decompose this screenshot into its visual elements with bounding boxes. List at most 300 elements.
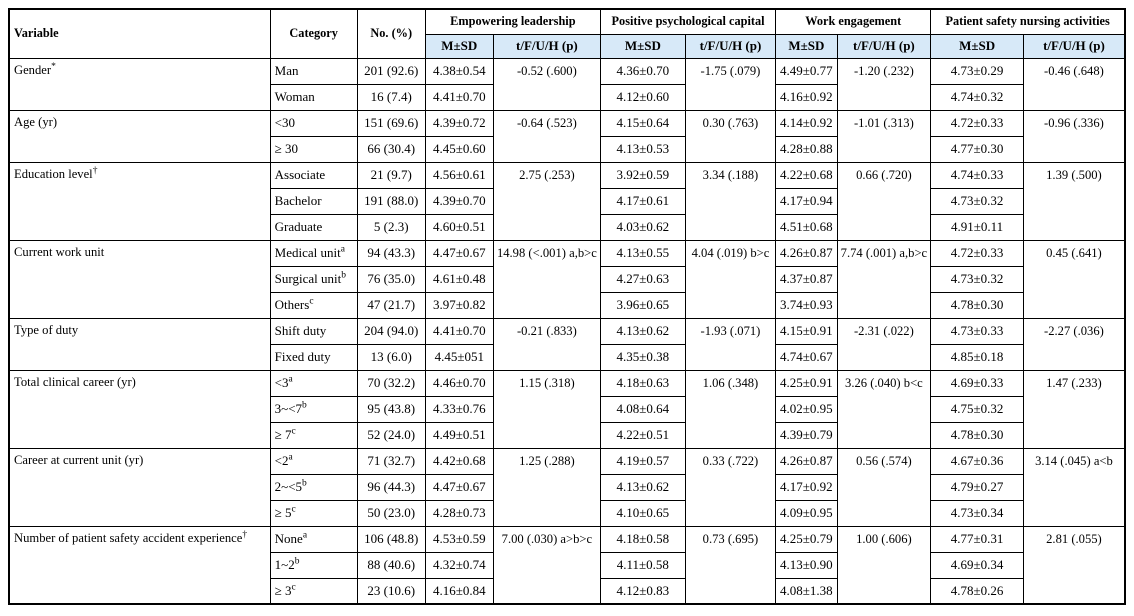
superscript-marker: c <box>309 296 314 307</box>
variable-cell-text: Total clinical career (yr) <box>14 374 136 389</box>
stat-cell <box>837 240 931 318</box>
stat-cell-text: -0.21 (.833) <box>516 323 577 338</box>
count-cell <box>357 344 425 370</box>
category-cell-text: Medical unit <box>274 245 341 260</box>
stat-cell <box>1023 526 1125 604</box>
count-cell <box>357 318 425 344</box>
mean-sd-cell-text: 4.56±0.61 <box>432 167 486 182</box>
mean-sd-cell-text: 4.69±0.34 <box>950 557 1004 572</box>
stat-cell <box>1023 162 1125 240</box>
mean-sd-cell <box>776 578 837 604</box>
count-cell-text: 21 (9.7) <box>370 167 412 182</box>
mean-sd-cell <box>931 58 1024 84</box>
mean-sd-cell <box>776 266 837 292</box>
mean-sd-cell <box>776 344 837 370</box>
stat-cell <box>1023 58 1125 110</box>
mean-sd-cell-text: 4.26±0.87 <box>780 245 833 260</box>
count-cell <box>357 422 425 448</box>
mean-sd-cell-text: 4.74±0.67 <box>780 349 833 364</box>
stat-cell <box>837 162 931 240</box>
mean-sd-cell-text: 4.13±0.90 <box>780 557 833 572</box>
mean-sd-cell-text: 4.61±0.48 <box>432 271 486 286</box>
superscript-marker: b <box>294 556 300 567</box>
mean-sd-cell <box>600 318 685 344</box>
mean-sd-cell-text: 4.85±0.18 <box>950 349 1004 364</box>
mean-sd-cell-text: 4.17±0.92 <box>780 479 833 494</box>
stat-cell <box>1023 110 1125 162</box>
mean-sd-cell <box>425 526 493 552</box>
group-header-work-engagement: Work engagement <box>776 9 931 34</box>
stat-cell-text: 0.56 (.574) <box>856 453 912 468</box>
mean-sd-cell-text: 4.19±0.57 <box>616 453 670 468</box>
mean-sd-cell <box>425 214 493 240</box>
mean-sd-cell-text: 3.74±0.93 <box>780 297 833 312</box>
variable-cell <box>9 526 270 604</box>
mean-sd-cell-text: 4.49±0.51 <box>432 427 486 442</box>
stat-cell <box>493 240 600 318</box>
superscript-marker: a <box>302 530 308 541</box>
mean-sd-cell-text: 4.51±0.68 <box>780 219 833 234</box>
mean-sd-cell <box>931 318 1024 344</box>
mean-sd-cell-text: 4.35±0.38 <box>616 349 670 364</box>
mean-sd-cell <box>776 188 837 214</box>
mean-sd-cell <box>425 188 493 214</box>
header-group-row <box>9 9 1125 34</box>
mean-sd-cell-text: 4.03±0.62 <box>616 219 670 234</box>
stat-cell-text: -0.64 (.523) <box>516 115 577 130</box>
statistics-table <box>8 8 1126 605</box>
mean-sd-cell <box>600 214 685 240</box>
stat-cell <box>493 448 600 526</box>
mean-sd-cell-text: 4.67±0.36 <box>950 453 1004 468</box>
mean-sd-cell-text: 4.28±0.73 <box>432 505 486 520</box>
category-cell-text: None <box>274 531 303 546</box>
stat-cell <box>493 318 600 370</box>
col-header-variable: Variable <box>9 9 270 58</box>
stat-cell-text: -1.20 (.232) <box>853 63 914 78</box>
mean-sd-cell <box>600 552 685 578</box>
category-cell-text: <3 <box>274 375 289 390</box>
mean-sd-cell-text: 4.77±0.30 <box>950 141 1004 156</box>
mean-sd-cell-text: 4.12±0.60 <box>616 89 670 104</box>
count-cell-text: 16 (7.4) <box>370 89 412 104</box>
stat-cell-text: 2.81 (.055) <box>1046 531 1102 546</box>
stat-cell <box>493 162 600 240</box>
count-cell-text: 191 (88.0) <box>364 193 419 208</box>
mean-sd-cell <box>600 240 685 266</box>
category-cell-text: ≥ 3 <box>274 582 292 598</box>
category-cell-text: 1~2 <box>274 557 295 572</box>
mean-sd-cell <box>776 422 837 448</box>
mean-sd-cell <box>600 136 685 162</box>
category-cell <box>270 578 357 604</box>
category-cell-text: Bachelor <box>274 193 322 208</box>
sub-header-msd: M±SD <box>776 34 837 58</box>
variable-cell <box>9 162 270 240</box>
category-cell-text: ≥ 30 <box>274 141 299 156</box>
mean-sd-cell <box>931 474 1024 500</box>
mean-sd-cell <box>600 84 685 110</box>
category-cell <box>270 474 357 500</box>
stat-cell-text: 0.66 (.720) <box>856 167 912 182</box>
col-header-n: No. (%) <box>357 9 425 58</box>
mean-sd-cell <box>425 58 493 84</box>
mean-sd-cell <box>776 240 837 266</box>
stat-cell <box>493 370 600 448</box>
mean-sd-cell-text: 4.13±0.62 <box>616 479 670 494</box>
mean-sd-cell <box>931 188 1024 214</box>
stat-cell-text: -0.46 (.648) <box>1044 63 1104 78</box>
mean-sd-cell <box>931 552 1024 578</box>
stat-cell-text: 1.15 (.318) <box>519 375 575 390</box>
variable-cell-text: Gender <box>14 62 52 77</box>
mean-sd-cell-text: 4.26±0.87 <box>780 453 833 468</box>
mean-sd-cell <box>425 370 493 396</box>
sub-header-stat: t/F/U/H (p) <box>493 34 600 58</box>
category-cell <box>270 396 357 422</box>
mean-sd-cell <box>600 396 685 422</box>
variable-cell <box>9 318 270 370</box>
stat-cell-text: -1.01 (.313) <box>853 115 914 130</box>
mean-sd-cell <box>931 526 1024 552</box>
count-cell <box>357 396 425 422</box>
category-cell <box>270 448 357 474</box>
mean-sd-cell-text: 4.75±0.32 <box>950 401 1004 416</box>
mean-sd-cell <box>425 136 493 162</box>
category-cell <box>270 188 357 214</box>
mean-sd-cell <box>776 110 837 136</box>
mean-sd-cell <box>600 292 685 318</box>
mean-sd-cell <box>600 500 685 526</box>
mean-sd-cell-text: 4.47±0.67 <box>432 479 486 494</box>
mean-sd-cell-text: 4.14±0.92 <box>780 115 833 130</box>
stat-cell <box>1023 240 1125 318</box>
category-cell-text: Woman <box>274 89 315 104</box>
stat-cell <box>493 58 600 110</box>
mean-sd-cell-text: 4.73±0.32 <box>950 271 1004 286</box>
mean-sd-cell-text: 4.02±0.95 <box>780 401 833 416</box>
mean-sd-cell <box>425 162 493 188</box>
sub-header-stat: t/F/U/H (p) <box>685 34 775 58</box>
mean-sd-cell <box>776 552 837 578</box>
mean-sd-cell-text: 4.39±0.70 <box>432 193 486 208</box>
superscript-marker: * <box>51 61 56 72</box>
stat-cell-text: 14.98 (<.001) a,b>c <box>496 245 597 260</box>
stat-cell <box>1023 318 1125 370</box>
superscript-marker: c <box>291 504 296 515</box>
variable-cell <box>9 110 270 162</box>
mean-sd-cell <box>776 396 837 422</box>
group-header-positive-psychological-capital: Positive psychological capital <box>600 9 775 34</box>
mean-sd-cell-text: 4.25±0.91 <box>780 375 833 390</box>
category-cell-text: Surgical unit <box>274 271 342 286</box>
count-cell-text: 151 (69.6) <box>364 115 419 130</box>
mean-sd-cell <box>425 266 493 292</box>
count-cell <box>357 110 425 136</box>
table-row <box>9 526 1125 552</box>
mean-sd-cell <box>931 578 1024 604</box>
category-cell <box>270 370 357 396</box>
count-cell <box>357 578 425 604</box>
stat-cell-text: 1.06 (.348) <box>702 375 759 390</box>
table-row <box>9 162 1125 188</box>
mean-sd-cell <box>425 500 493 526</box>
mean-sd-cell-text: 4.78±0.30 <box>950 297 1004 312</box>
count-cell-text: 23 (10.6) <box>367 582 416 598</box>
mean-sd-cell-text: 4.10±0.65 <box>616 505 670 520</box>
mean-sd-cell-text: 4.18±0.58 <box>616 531 670 546</box>
mean-sd-cell <box>931 422 1024 448</box>
stat-cell-text: 7.74 (.001) a,b>c <box>840 245 928 260</box>
mean-sd-cell-text: 4.72±0.33 <box>950 115 1004 130</box>
stat-cell-text: -2.27 (.036) <box>1044 323 1104 338</box>
stat-cell-text: -1.75 (.079) <box>700 63 761 78</box>
stat-cell-text: 0.45 (.641) <box>1046 245 1102 260</box>
stat-cell <box>1023 370 1125 448</box>
category-cell-text: <2 <box>274 453 289 468</box>
mean-sd-cell <box>600 162 685 188</box>
mean-sd-cell <box>425 318 493 344</box>
category-cell <box>270 526 357 552</box>
count-cell-text: 96 (44.3) <box>367 479 416 494</box>
mean-sd-cell <box>776 448 837 474</box>
mean-sd-cell-text: 4.27±0.63 <box>616 271 670 286</box>
stat-cell-text: 0.73 (.695) <box>702 531 759 546</box>
table-row <box>9 58 1125 84</box>
count-cell-text: 204 (94.0) <box>364 323 419 338</box>
mean-sd-cell-text: 4.36±0.70 <box>616 63 670 78</box>
mean-sd-cell-text: 4.49±0.77 <box>780 63 833 78</box>
stat-cell <box>837 370 931 448</box>
count-cell <box>357 448 425 474</box>
sub-header-msd: M±SD <box>931 34 1024 58</box>
stat-cell <box>837 318 931 370</box>
mean-sd-cell <box>600 370 685 396</box>
count-cell-text: 106 (48.8) <box>364 531 419 546</box>
count-cell <box>357 500 425 526</box>
variable-cell-text: Type of duty <box>14 322 79 337</box>
superscript-marker: a <box>288 452 293 463</box>
mean-sd-cell-text: 4.08±1.38 <box>780 582 833 598</box>
stat-cell <box>685 526 775 604</box>
mean-sd-cell <box>600 448 685 474</box>
category-cell <box>270 214 357 240</box>
count-cell-text: 13 (6.0) <box>370 349 412 364</box>
count-cell-text: 50 (23.0) <box>367 505 416 520</box>
stat-cell-text: 7.00 (.030) a>b>c <box>501 531 593 546</box>
mean-sd-cell-text: 4.79±0.27 <box>950 479 1004 494</box>
category-cell-text: ≥ 5 <box>274 505 292 520</box>
mean-sd-cell <box>425 422 493 448</box>
count-cell <box>357 266 425 292</box>
stat-cell-text: 0.33 (.722) <box>702 453 759 468</box>
stat-cell <box>837 526 931 604</box>
category-cell-text: 3~<7 <box>274 401 303 416</box>
superscript-marker: † <box>242 529 248 540</box>
category-cell <box>270 500 357 526</box>
mean-sd-cell <box>425 396 493 422</box>
count-cell-text: 66 (30.4) <box>367 141 416 156</box>
mean-sd-cell <box>776 526 837 552</box>
mean-sd-cell-text: 4.73±0.34 <box>950 505 1004 520</box>
mean-sd-cell-text: 4.69±0.33 <box>950 375 1004 390</box>
stat-cell-text: -2.31 (.022) <box>853 323 914 338</box>
mean-sd-cell-text: 4.60±0.51 <box>432 219 486 234</box>
count-cell-text: 5 (2.3) <box>373 219 409 234</box>
mean-sd-cell <box>425 84 493 110</box>
count-cell <box>357 214 425 240</box>
stat-cell <box>685 58 775 110</box>
count-cell-text: 70 (32.2) <box>367 375 416 390</box>
count-cell <box>357 526 425 552</box>
mean-sd-cell-text: 4.42±0.68 <box>432 453 486 468</box>
mean-sd-cell-text: 4.73±0.32 <box>950 193 1004 208</box>
mean-sd-cell <box>600 266 685 292</box>
mean-sd-cell-text: 4.74±0.32 <box>950 89 1004 104</box>
count-cell <box>357 370 425 396</box>
mean-sd-cell <box>776 474 837 500</box>
count-cell <box>357 292 425 318</box>
stat-cell-text: 3.34 (.188) <box>702 167 759 182</box>
variable-cell-text: Age (yr) <box>14 114 58 129</box>
mean-sd-cell-text: 4.78±0.30 <box>950 427 1004 442</box>
variable-cell <box>9 240 270 318</box>
mean-sd-cell <box>931 240 1024 266</box>
mean-sd-cell <box>776 162 837 188</box>
mean-sd-cell-text: 3.97±0.82 <box>432 297 486 312</box>
stat-cell <box>837 110 931 162</box>
mean-sd-cell-text: 4.16±0.92 <box>780 89 833 104</box>
stat-cell <box>493 526 600 604</box>
col-header-category: Category <box>270 9 357 58</box>
mean-sd-cell-text: 4.73±0.29 <box>950 63 1004 78</box>
count-cell-text: 76 (35.0) <box>367 271 416 286</box>
category-cell <box>270 240 357 266</box>
stat-cell <box>1023 448 1125 526</box>
category-cell <box>270 344 357 370</box>
stat-cell-text: 3.26 (.040) b<c <box>845 375 923 390</box>
table-row <box>9 240 1125 266</box>
count-cell-text: 71 (32.7) <box>367 453 416 468</box>
category-cell <box>270 266 357 292</box>
mean-sd-cell-text: 4.39±0.79 <box>780 427 833 442</box>
mean-sd-cell <box>931 136 1024 162</box>
mean-sd-cell-text: 4.78±0.26 <box>950 582 1004 598</box>
mean-sd-cell <box>776 318 837 344</box>
mean-sd-cell-text: 4.41±0.70 <box>432 323 486 338</box>
mean-sd-cell <box>776 58 837 84</box>
mean-sd-cell-text: 4.25±0.79 <box>780 531 833 546</box>
variable-cell-text: Education level <box>14 166 93 181</box>
superscript-marker: b <box>341 270 346 281</box>
mean-sd-cell-text: 4.74±0.33 <box>950 167 1004 182</box>
count-cell <box>357 136 425 162</box>
stat-cell <box>685 240 775 318</box>
mean-sd-cell-text: 4.91±0.11 <box>951 219 1004 234</box>
stat-cell-text: -0.52 (.600) <box>516 63 577 78</box>
mean-sd-cell-text: 4.09±0.95 <box>780 505 833 520</box>
stat-cell-text: -1.93 (.071) <box>700 323 761 338</box>
mean-sd-cell <box>931 292 1024 318</box>
mean-sd-cell <box>425 552 493 578</box>
category-cell <box>270 136 357 162</box>
table-header <box>9 9 1125 58</box>
variable-cell <box>9 370 270 448</box>
mean-sd-cell <box>776 136 837 162</box>
category-cell-text: ≥ 7 <box>274 427 292 442</box>
mean-sd-cell-text: 4.16±0.84 <box>432 582 486 598</box>
category-cell-text: Others <box>274 297 310 312</box>
mean-sd-cell <box>776 292 837 318</box>
mean-sd-cell <box>776 84 837 110</box>
stat-cell <box>685 448 775 526</box>
mean-sd-cell <box>425 578 493 604</box>
count-cell <box>357 84 425 110</box>
mean-sd-cell-text: 4.22±0.68 <box>780 167 833 182</box>
superscript-marker: b <box>302 400 307 411</box>
mean-sd-cell <box>931 162 1024 188</box>
mean-sd-cell-text: 4.53±0.59 <box>432 531 486 546</box>
superscript-marker: a <box>340 244 345 255</box>
mean-sd-cell-text: 4.77±0.31 <box>950 531 1004 546</box>
mean-sd-cell <box>425 240 493 266</box>
variable-cell-text: Current work unit <box>14 244 105 259</box>
table-body <box>9 58 1125 604</box>
sub-header-stat: t/F/U/H (p) <box>1023 34 1125 58</box>
stat-cell-text: 1.39 (.500) <box>1046 167 1102 182</box>
mean-sd-cell-text: 4.45±051 <box>434 349 484 364</box>
mean-sd-cell-text: 4.12±0.83 <box>616 582 670 598</box>
group-header-empowering-leadership: Empowering leadership <box>425 9 600 34</box>
stat-cell <box>685 370 775 448</box>
mean-sd-cell-text: 4.17±0.61 <box>616 193 670 208</box>
superscript-marker: a <box>288 374 293 385</box>
mean-sd-cell-text: 4.72±0.33 <box>950 245 1004 260</box>
stat-cell <box>837 448 931 526</box>
superscript-marker: c <box>291 582 296 593</box>
group-header-patient-safety-nursing-activities: Patient safety nursing activities <box>931 9 1125 34</box>
mean-sd-cell-text: 4.13±0.62 <box>616 323 670 338</box>
stat-cell <box>685 162 775 240</box>
mean-sd-cell-text: 3.92±0.59 <box>616 167 670 182</box>
count-cell <box>357 162 425 188</box>
mean-sd-cell <box>425 110 493 136</box>
mean-sd-cell-text: 4.73±0.33 <box>950 323 1004 338</box>
mean-sd-cell-text: 4.28±0.88 <box>780 141 833 156</box>
stat-cell <box>685 318 775 370</box>
count-cell <box>357 58 425 84</box>
superscript-marker: b <box>302 478 307 489</box>
count-cell <box>357 188 425 214</box>
category-cell <box>270 552 357 578</box>
mean-sd-cell <box>600 474 685 500</box>
count-cell-text: 201 (92.6) <box>364 63 419 78</box>
variable-cell <box>9 448 270 526</box>
mean-sd-cell-text: 3.96±0.65 <box>616 297 670 312</box>
mean-sd-cell <box>600 110 685 136</box>
category-cell <box>270 292 357 318</box>
table-row <box>9 448 1125 474</box>
mean-sd-cell <box>425 448 493 474</box>
mean-sd-cell <box>425 474 493 500</box>
stat-cell-text: 1.47 (.233) <box>1046 375 1102 390</box>
mean-sd-cell-text: 4.45±0.60 <box>432 141 486 156</box>
stat-cell-text: 0.30 (.763) <box>702 115 759 130</box>
mean-sd-cell <box>425 344 493 370</box>
mean-sd-cell <box>776 214 837 240</box>
category-cell <box>270 58 357 84</box>
superscript-marker: † <box>92 165 98 176</box>
